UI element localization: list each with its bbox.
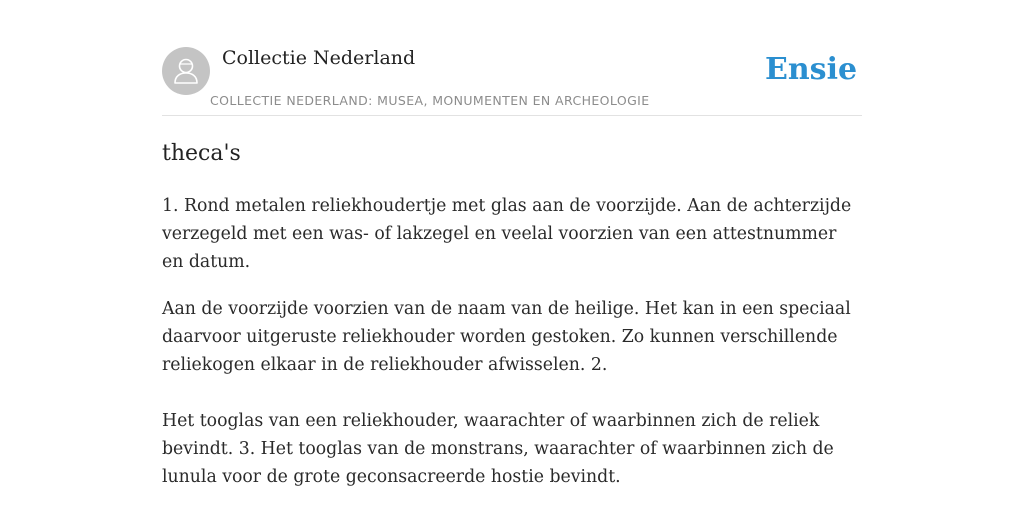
definition-paragraph: Het tooglas van een reliekhouder, waarachter of waarbinnen zich de reliek bevindt. 3. Het tooglas van de monstrans, waarachter of waarbinnen zich de lunula voor de grote geconsacreerde hostie bevindt.	[162, 411, 834, 487]
author-avatar[interactable]	[162, 47, 210, 95]
entry-term: theca's	[162, 141, 241, 166]
header-divider	[162, 115, 862, 116]
definition-paragraph: 1. Rond metalen reliekhoudertje met glas aan de voorzijde. Aan de achterzijde verzegeld met een was- of lakzegel en veelal voorzien van een attestnummer en datum.	[162, 196, 852, 272]
definition-paragraph: Aan de voorzijde voorzien van de naam van de heilige. Het kan in een speciaal daarvoor uitgeruste reliekhouder worden gestoken. Zo kunnen verschillende reliekogen elkaar in de reliekhouder afwisselen. 2.	[162, 299, 851, 375]
source-name[interactable]: COLLECTIE NEDERLAND: MUSEA, MONUMENTEN EN ARCHEOLOGIE	[210, 93, 650, 108]
user-silhouette-icon	[162, 47, 210, 95]
ensie-logo[interactable]: Ensie	[765, 52, 858, 87]
author-name[interactable]: Collectie Nederland	[222, 47, 416, 69]
